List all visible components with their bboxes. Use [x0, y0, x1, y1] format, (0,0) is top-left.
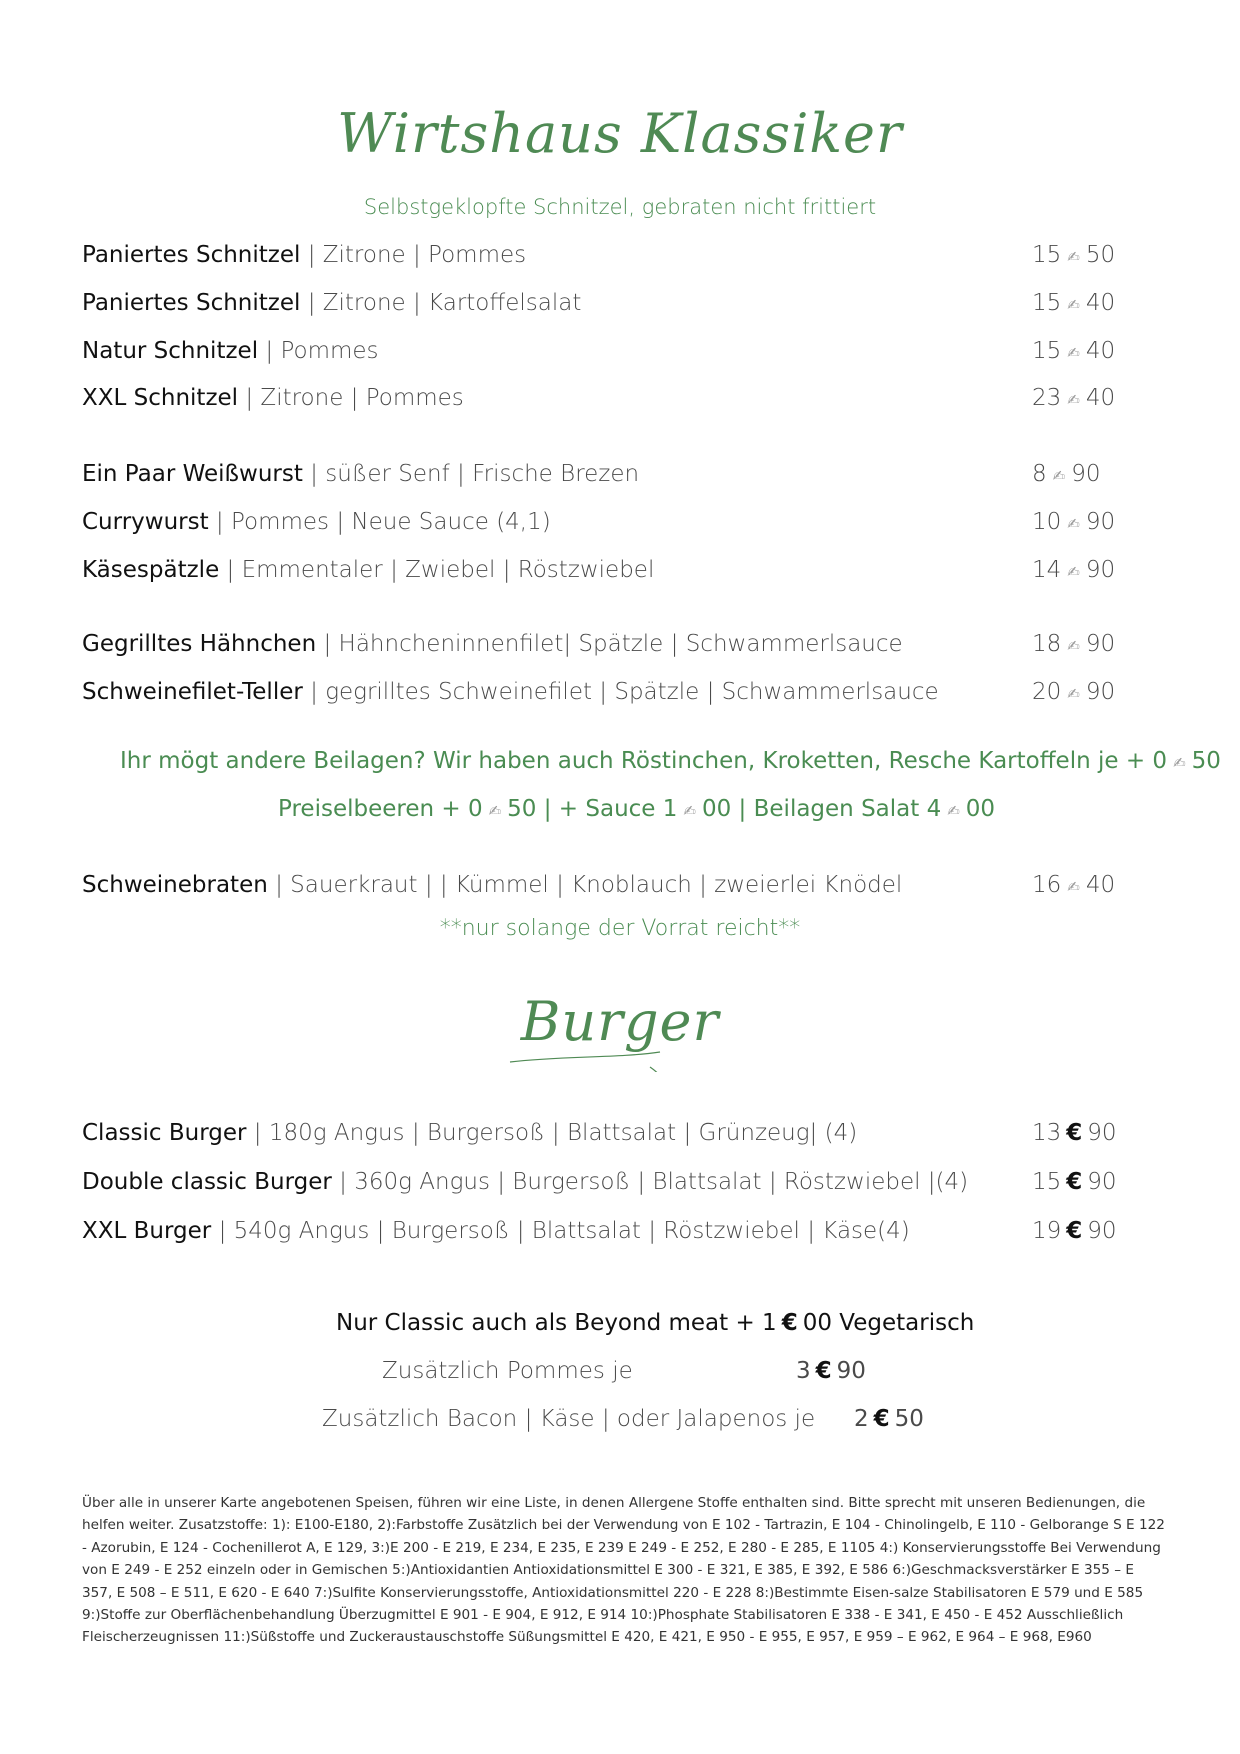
price-euros: 8: [1032, 461, 1047, 487]
section-title-klassiker: Wirtshaus Klassiker: [337, 102, 903, 165]
feather-icon: ✍: [1067, 637, 1080, 655]
price-cents: 40: [1085, 872, 1116, 898]
feather-icon: ✍: [1067, 515, 1080, 533]
item-name: Paniertes Schnitzel: [82, 290, 301, 316]
item-price: [1032, 238, 1115, 274]
menu-item: [82, 675, 1132, 709]
title-flourish: [500, 1022, 740, 1072]
menu-item: [82, 505, 1132, 539]
price-euros: 15: [1032, 338, 1062, 364]
price-cents: 90: [1087, 1218, 1117, 1244]
item-name: Ein Paar Weißwurst: [82, 461, 303, 487]
feather-icon: ✍: [1052, 467, 1066, 485]
item-name: Double classic Burger: [82, 1169, 332, 1195]
extra-bacon-price: [854, 1402, 924, 1436]
item-price: [1032, 627, 1115, 663]
menu-item-schweinebraten: [82, 868, 1132, 902]
extra-pommes-price: [796, 1354, 866, 1388]
menu-item: [82, 381, 1132, 415]
allergen-footnote: Über alle in unserer Karte angebotenen Speisen, führen wir eine Liste, in denen Allergene Stoffe enthalten sind. Bitte sprecht mit unseren Bedienungen, die helfen weiter. Zusatzstoffe: 1): E100-E180, 2):Farbstoffe Zusätzlich bei der Verwendung von E 102 - Tartrazin, E 104 - Chinolingelb, E 110 - Gelborange S E 122 - Azorubin, E 124 - Cochenillerot A, E 129, 3:)E 200 - E 219, E 234, E 235, E 239 E 249 - E 252, E 280 - E 285, E 1105 4:) Konservierungsstoffe Bei Verwendung von E 249 - E 252 einzeln oder in Gemischen 5:)Antioxidantien Antioxidationsmittel E 300 - E 321, E 385, E 392, E 586 6:)Geschmacksverstärker E 355 – E 357, E 508 – E 511, E 620 - E 640 7:)Sulfite Konservierungsstoffe, Antioxidationsmittel 220 - E 228 8:)Bestimmte Eisen-salze Stabilisatoren E 579 und E 585 9:)Stoffe zur Oberflächenbehandlung Überzugmittel E 901 - E 904, E 912, E 914 10:)Phosphate Stabilisatoren E 338 - E 341, E 450 - E 452 Ausschließlich Fleischerzeugnissen 11:)Süßstoffe und Zuckeraustauschstoffe Süßungsmittel E 420, E 421, E 950 - E 955, E 957, E 959 – E 962, E 964 – E 968, E960: [82, 1495, 1165, 1646]
item-description: | Zitrone | Pommes: [300, 242, 527, 268]
item-price: [1032, 334, 1115, 370]
beyond-text: Nur Classic auch als Beyond meat + 1: [336, 1310, 777, 1336]
feather-icon: ✍: [1067, 878, 1080, 896]
price-euros: 14: [1032, 557, 1062, 583]
item-price: [1032, 553, 1115, 589]
feather-icon: ✍: [1067, 344, 1080, 362]
item-price: [1032, 675, 1115, 711]
extra-bacon-label: Zusätzlich Bacon | Käse | oder Jalapenos je: [322, 1406, 816, 1432]
beilagen-line-1: [120, 744, 1221, 780]
price-euros: 3: [796, 1358, 811, 1384]
price-euros: 15: [1032, 242, 1062, 268]
extra-pommes-label: Zusätzlich Pommes je: [382, 1358, 633, 1384]
beilagen-line-2: [278, 792, 995, 828]
item-description: | süßer Senf | Frische Brezen: [302, 461, 640, 487]
feather-icon: ✍: [1067, 685, 1080, 703]
price-cents: 90: [1085, 631, 1116, 657]
item-price: [1032, 868, 1115, 904]
item-description: | Hähncheninnenfilet| Spätzle | Schwammerlsauce: [323, 631, 903, 657]
euro-sign: €: [1066, 1218, 1083, 1244]
item-price: [1032, 505, 1115, 541]
menu-item: [82, 457, 1132, 491]
price-euros: 2: [854, 1406, 869, 1432]
item-description: | Pommes: [258, 338, 379, 364]
feather-icon: ✍: [1067, 391, 1080, 409]
item-name: Schweinebraten: [82, 872, 268, 898]
feather-icon: ✍: [1067, 563, 1080, 581]
price-euros: 15: [1032, 1169, 1062, 1195]
price-euros: 23: [1032, 385, 1062, 411]
item-name: Käsespätzle: [82, 557, 220, 583]
price-euros: 10: [1032, 509, 1062, 535]
feather-icon: ✍: [947, 802, 960, 820]
euro-sign: €: [1066, 1120, 1083, 1146]
beyond-meat-line: [336, 1306, 974, 1340]
section-subtitle-klassiker: Selbstgeklopfte Schnitzel, gebraten nicht frittiert: [363, 195, 877, 219]
price-cents: 40: [1085, 338, 1116, 364]
beilagen-sauce: 50 | + Sauce 1: [507, 796, 678, 822]
item-name: Classic Burger: [82, 1120, 247, 1146]
menu-item: [82, 1165, 1132, 1199]
price-cents: 90: [1085, 557, 1116, 583]
price-euros: 18: [1032, 631, 1062, 657]
item-description: | Zitrone | Kartoffelsalat: [300, 290, 582, 316]
menu-item: [82, 286, 1132, 320]
item-price: [1032, 286, 1115, 322]
price-euros: 13: [1032, 1120, 1062, 1146]
menu-item: [82, 553, 1132, 587]
price-cents: 50: [894, 1406, 924, 1432]
item-description: | Sauerkraut | | Kümmel | Knoblauch | zweierlei Knödel: [267, 872, 903, 898]
beilagen-line-1-text: Ihr mögt andere Beilagen? Wir haben auch Röstinchen, Kroketten, Resche Kartoffeln je + 0: [120, 748, 1168, 774]
item-name: Paniertes Schnitzel: [82, 242, 301, 268]
item-name: Gegrilltes Hähnchen: [82, 631, 324, 657]
item-description: | 540g Angus | Burgersoß | Blattsalat | Röstzwiebel | Käse(4): [211, 1218, 910, 1244]
beilagen-salat-cents: 00: [965, 796, 996, 822]
item-price: [1032, 1116, 1117, 1150]
beilagen-salat: 00 | Beilagen Salat 4: [701, 796, 942, 822]
price-cents: 90: [1085, 509, 1116, 535]
menu-item: [82, 627, 1132, 661]
menu-item: [82, 1214, 1132, 1248]
beilagen-preiselbeeren: Preiselbeeren + 0: [278, 796, 483, 822]
item-price: [1032, 381, 1115, 417]
item-price: [1032, 457, 1101, 493]
item-price: [1032, 1165, 1117, 1199]
beyond-suffix: 00 Vegetarisch: [802, 1310, 975, 1336]
vorrat-note: **nur solange der Vorrat reicht**: [439, 916, 801, 941]
euro-sign: €: [781, 1310, 798, 1336]
price-euros: 16: [1032, 872, 1062, 898]
feather-icon: ✍: [1173, 754, 1186, 772]
price-euros: 15: [1032, 290, 1062, 316]
item-price: [1032, 1214, 1117, 1248]
price-cents: 90: [1085, 679, 1116, 705]
menu-item: [82, 334, 1132, 368]
section-title-burger: Burger: [520, 990, 720, 1053]
item-description: | 180g Angus | Burgersoß | Blattsalat | Grünzeug| (4): [246, 1120, 858, 1146]
item-description: | Zitrone | Pommes: [238, 385, 464, 411]
item-name: XXL Schnitzel: [82, 385, 239, 411]
item-name: Currywurst: [82, 509, 209, 535]
price-cents: 90: [1087, 1120, 1117, 1146]
feather-icon: ✍: [1067, 248, 1080, 266]
price-euros: 19: [1032, 1218, 1062, 1244]
menu-item: [82, 238, 1132, 272]
price-cents: 90: [1071, 461, 1101, 487]
item-description: | Pommes | Neue Sauce (4,1): [208, 509, 551, 535]
beilagen-line-1-cents: 50: [1191, 748, 1221, 774]
feather-icon: ✍: [488, 802, 502, 820]
euro-sign: €: [873, 1406, 890, 1432]
item-description: | Emmentaler | Zwiebel | Röstzwiebel: [219, 557, 655, 583]
euro-sign: €: [1066, 1169, 1083, 1195]
price-cents: 50: [1085, 242, 1116, 268]
price-cents: 40: [1085, 385, 1116, 411]
price-cents: 40: [1085, 290, 1116, 316]
item-description: | gegrilltes Schweinefilet | Spätzle | Schwammerlsauce: [302, 679, 939, 705]
price-cents: 90: [1087, 1169, 1117, 1195]
item-name: Natur Schnitzel: [82, 338, 259, 364]
menu-item: [82, 1116, 1132, 1150]
item-name: Schweinefilet-Teller: [82, 679, 303, 705]
item-name: XXL Burger: [82, 1218, 212, 1244]
feather-icon: ✍: [683, 802, 696, 820]
euro-sign: €: [815, 1358, 832, 1384]
price-cents: 90: [836, 1358, 866, 1384]
item-description: | 360g Angus | Burgersoß | Blattsalat | Röstzwiebel |(4): [331, 1169, 969, 1195]
price-euros: 20: [1032, 679, 1062, 705]
feather-icon: ✍: [1067, 296, 1080, 314]
